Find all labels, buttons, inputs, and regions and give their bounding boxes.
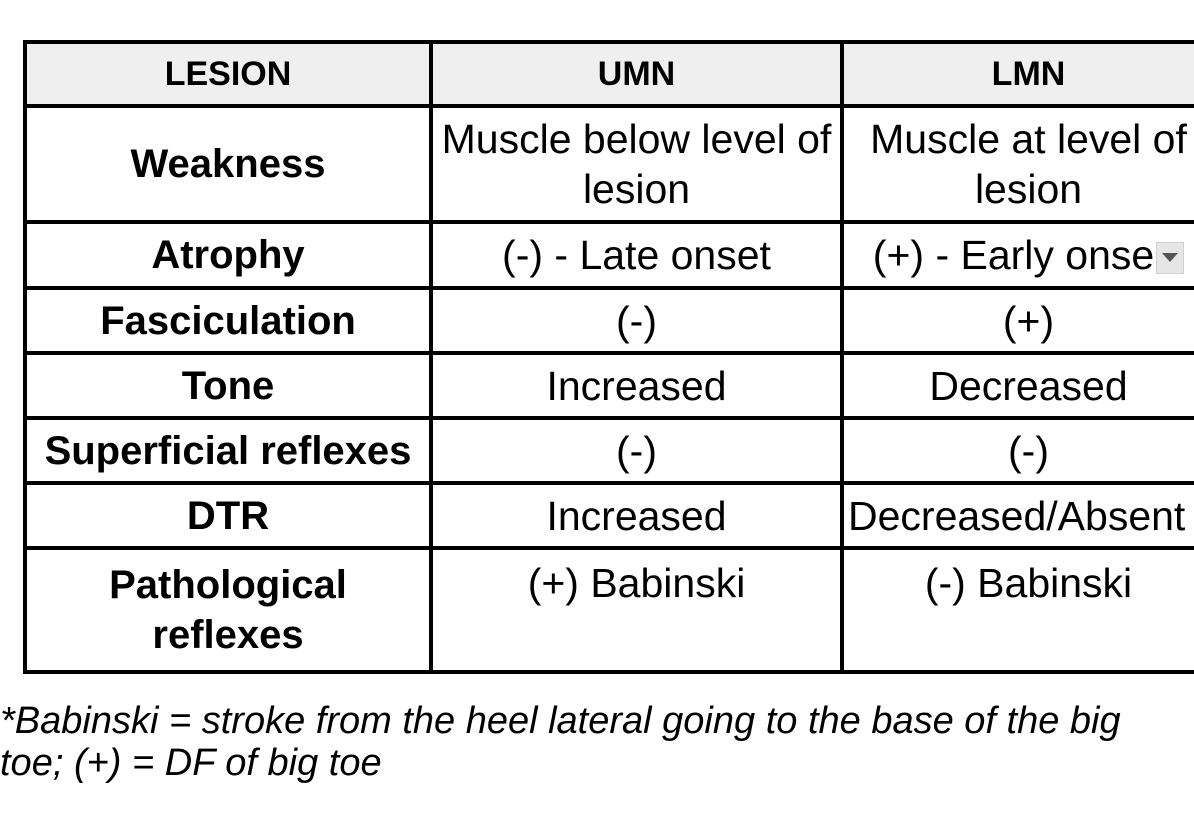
- table-row-tone: [25, 353, 1194, 418]
- header-lmn: LMN: [842, 42, 1194, 106]
- umn-cell: (-): [431, 418, 842, 483]
- umn-cell: Increased: [431, 353, 842, 418]
- umn-cell: (-): [431, 288, 842, 353]
- lesion-comparison-table: [23, 40, 1194, 674]
- row-label: Pathological reflexes: [25, 548, 431, 672]
- babinski-footnote: *Babinski = stroke from the heel lateral going to the base of the big toe; (+) = DF of big toe: [0, 700, 1121, 784]
- umn-cell: Increased: [431, 483, 842, 548]
- lesion-comparison-table-container: [23, 40, 1194, 674]
- lmn-cell: (-): [842, 418, 1194, 483]
- table-header-row: [25, 42, 1194, 106]
- lmn-cell: Decreased: [842, 353, 1194, 418]
- header-lesion: LESION: [25, 42, 431, 106]
- row-label: Superficial reflexes: [25, 418, 431, 483]
- lmn-cell: (-) Babinski: [842, 548, 1194, 672]
- umn-cell: Muscle below level of lesion: [431, 106, 842, 222]
- umn-cell: (-) - Late onset: [431, 222, 842, 288]
- table-row-superficial-reflexes: [25, 418, 1194, 483]
- table-row-dtr: [25, 483, 1194, 548]
- row-label: Weakness: [25, 106, 431, 222]
- lmn-cell: Decreased/Absent: [842, 483, 1194, 548]
- table-row-fasciculation: [25, 288, 1194, 353]
- table-row-pathological-reflexes: [25, 548, 1194, 672]
- lmn-cell-text: (+) - Early onse: [872, 232, 1155, 278]
- row-label: Fasciculation: [25, 288, 431, 353]
- lmn-cell: (+): [842, 288, 1194, 353]
- chevron-down-icon[interactable]: [1156, 242, 1184, 274]
- lmn-cell: [842, 222, 1194, 288]
- row-label: Atrophy: [25, 222, 431, 288]
- row-label: DTR: [25, 483, 431, 548]
- table-row-atrophy: [25, 222, 1194, 288]
- header-umn: UMN: [431, 42, 842, 106]
- row-label: Tone: [25, 353, 431, 418]
- table-row-weakness: [25, 106, 1194, 222]
- lmn-cell: Muscle at level of lesion: [842, 106, 1194, 222]
- umn-cell: (+) Babinski: [431, 548, 842, 672]
